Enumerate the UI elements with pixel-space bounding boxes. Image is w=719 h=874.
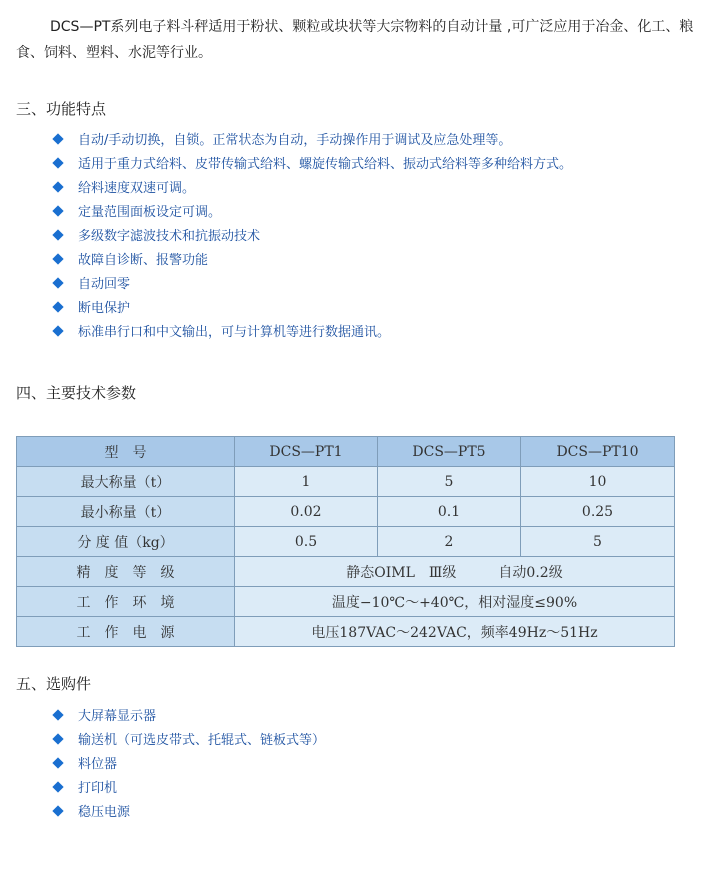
params-table (16, 436, 675, 647)
header-cell-model: 型 号 (17, 437, 235, 467)
table-row (17, 497, 675, 527)
diamond-bullet-icon (52, 781, 63, 792)
diamond-bullet-icon (52, 805, 63, 816)
options-title: 五、选购件 (16, 675, 92, 693)
intro-paragraph: DCS—PT系列电子料斗秤适用于粉状、颗粒或块状等大宗物料的自动计量 ,可广泛应用于冶金、化工、粮食、饲料、塑料、水泥等行业。 (16, 19, 694, 61)
options-list (52, 705, 325, 825)
list-item: 给料速度双速可调。 (52, 177, 572, 201)
table-cell-span: 温度−10℃～+40℃，相对湿度≤90% (235, 587, 675, 617)
diamond-bullet-icon (52, 301, 63, 312)
diamond-bullet-icon (52, 229, 63, 240)
list-item: 定量范围面板设定可调。 (52, 201, 572, 225)
diamond-bullet-icon (52, 205, 63, 216)
diamond-bullet-icon (52, 325, 63, 336)
diamond-bullet-icon (52, 133, 63, 144)
table-cell: 0.1 (378, 497, 521, 527)
list-item: 多级数字滤波技术和抗振动技术 (52, 225, 572, 249)
row-label: 最小称量（t） (17, 497, 235, 527)
diamond-bullet-icon (52, 253, 63, 264)
table-row (17, 527, 675, 557)
list-item: 输送机（可选皮带式、托辊式、链板式等） (52, 729, 325, 753)
header-cell: DCS—PT1 (235, 437, 378, 467)
row-label: 精 度 等 级 (17, 557, 235, 587)
list-item: 打印机 (52, 777, 325, 801)
table-header-row (17, 437, 675, 467)
list-item: 稳压电源 (52, 801, 325, 825)
list-item: 大屏幕显示器 (52, 705, 325, 729)
table-row (17, 587, 675, 617)
params-title: 四、主要技术参数 (16, 384, 137, 402)
row-label: 工 作 环 境 (17, 587, 235, 617)
table-cell: 5 (521, 527, 675, 557)
list-item: 自动/手动切换，自锁。正常状态为自动，手动操作用于调试及应急处理等。 (52, 129, 572, 153)
table-cell-span: 电压187VAC～242VAC，频率49Hz～51Hz (235, 617, 675, 647)
table-cell-span: 静态OIML Ⅲ级 自动0.2级 (235, 557, 675, 587)
table-cell: 0.25 (521, 497, 675, 527)
table-cell: 1 (235, 467, 378, 497)
table-row (17, 557, 675, 587)
diamond-bullet-icon (52, 181, 63, 192)
features-list (52, 129, 572, 345)
table-cell: 2 (378, 527, 521, 557)
table-cell: 5 (378, 467, 521, 497)
list-item: 料位器 (52, 753, 325, 777)
row-label: 工 作 电 源 (17, 617, 235, 647)
list-item: 故障自诊断、报警功能 (52, 249, 572, 273)
table-row (17, 467, 675, 497)
diamond-bullet-icon (52, 277, 63, 288)
row-label: 分 度 值（kg） (17, 527, 235, 557)
features-title: 三、功能特点 (16, 100, 107, 118)
diamond-bullet-icon (52, 157, 63, 168)
header-cell: DCS—PT5 (378, 437, 521, 467)
list-item: 标准串行口和中文输出，可与计算机等进行数据通讯。 (52, 321, 572, 345)
row-label: 最大称量（t） (17, 467, 235, 497)
table-cell: 10 (521, 467, 675, 497)
diamond-bullet-icon (52, 757, 63, 768)
table-cell: 0.5 (235, 527, 378, 557)
diamond-bullet-icon (52, 733, 63, 744)
list-item: 自动回零 (52, 273, 572, 297)
header-cell: DCS—PT10 (521, 437, 675, 467)
table-cell: 0.02 (235, 497, 378, 527)
table-row (17, 617, 675, 647)
list-item: 断电保护 (52, 297, 572, 321)
diamond-bullet-icon (52, 709, 63, 720)
list-item: 适用于重力式给料、皮带传输式给料、螺旋传输式给料、振动式给料等多种给料方式。 (52, 153, 572, 177)
